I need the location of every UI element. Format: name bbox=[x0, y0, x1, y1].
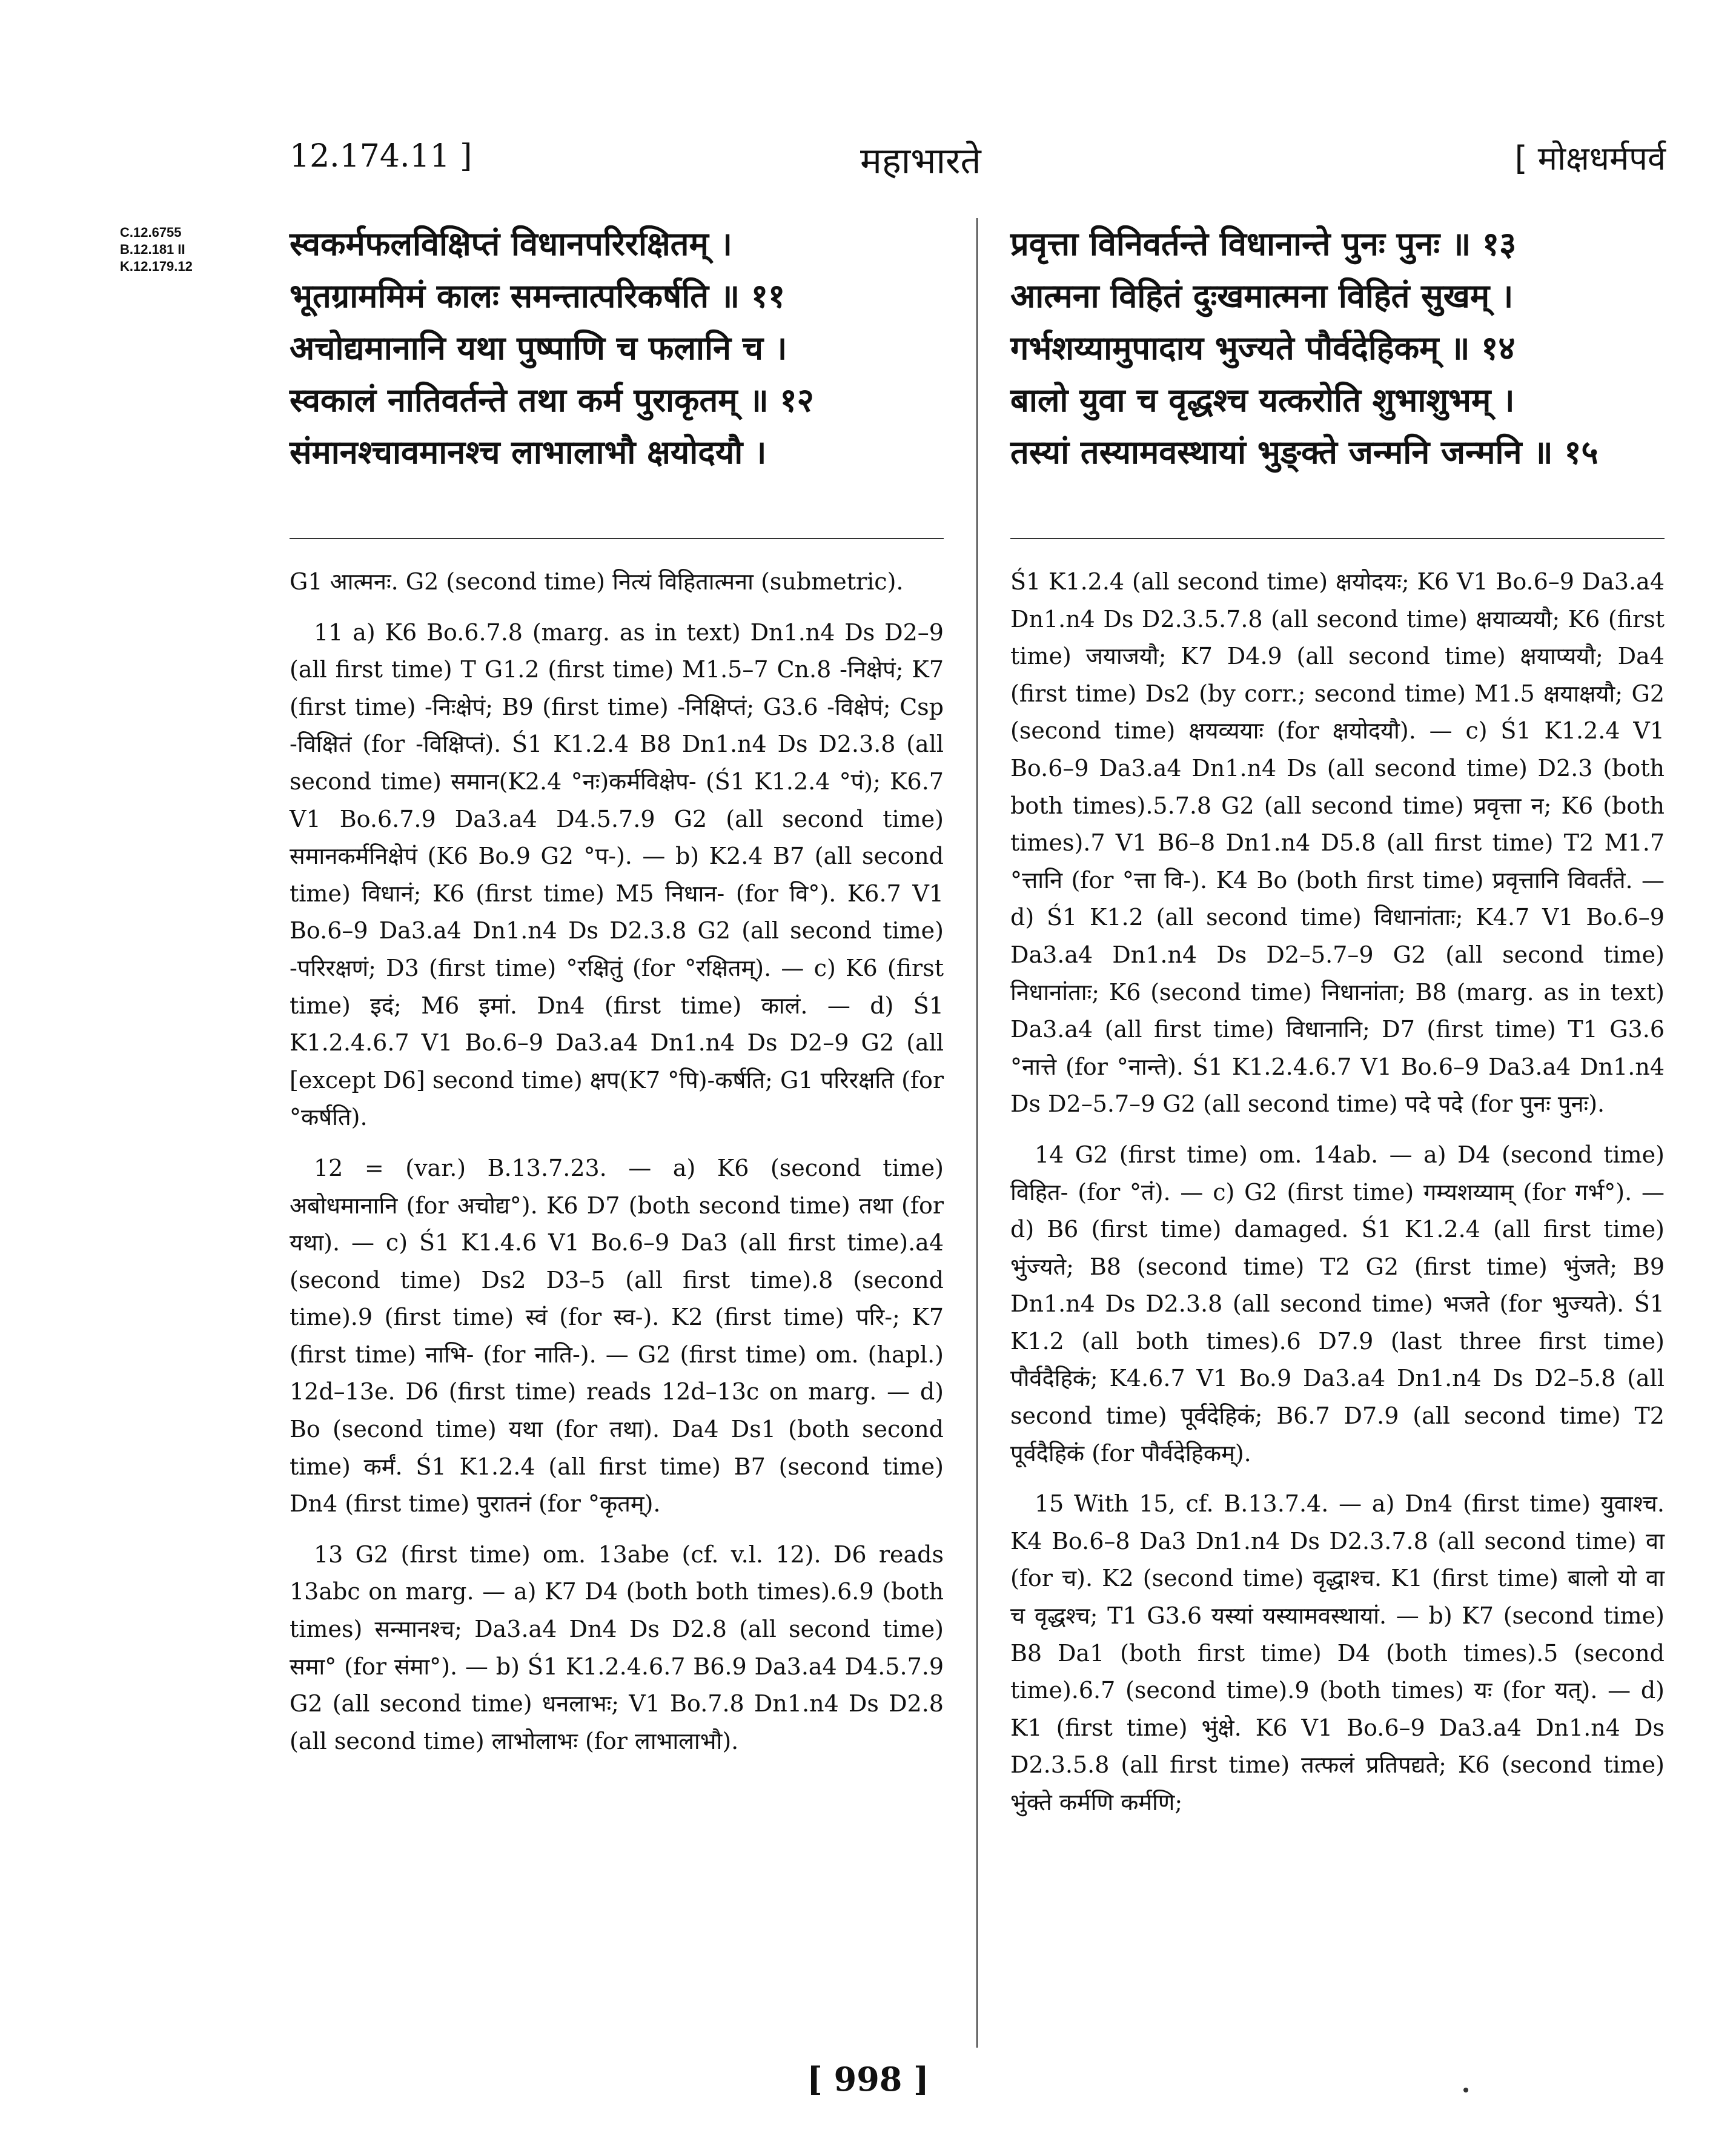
note-paragraph: 13 G2 (first time) om. 13abe (cf. v.l. 12). D6 reads 13abc on marg. — a) K7 D4 (both both times).6.9 (both times) सन्मानश्च; Da3.a4 Dn4 Ds D2.8 (all second time) समा° (for संमा°). — b) Ś1 K1.2.4.6.7 B6.9 Da3.a4 D4.5.7.9 G2 (all second time) धनलाभः; V1 Bo.7.8 Dn1.n4 Ds D2.8 (all second time) लाभोलाभः (for लाभालाभौ). bbox=[290, 1541, 944, 1754]
note-paragraph: 12 = (var.) B.13.7.23. — a) K6 (second time) अबोधमानानि (for अचोद्य°). K6 D7 (both second time) तथा (for यथा). — c) Ś1 K1.4.6 V1 Bo.6–9 Da3 (all first time).a4 (second time) Ds2 D3–5 (all first time).8 (second time).9 (first time) स्वं (for स्व-). K2 (first time) परि-; K7 (first time) नाभि- (for नाति-). — G2 (first time) om. (hapl.) 12d–13e. D6 (first time) reads 12d–13c on marg. — d) Bo (second time) यथा (for तथा). Da4 Ds1 (both second time) कर्मं. Ś1 K1.2.4 (all first time) B7 (second time) Dn4 (first time) पुरातनं (for °कृतम्). bbox=[290, 1154, 944, 1518]
verse-line: स्वकर्मफलविक्षिप्तं विधानपरिरक्षितम् । bbox=[290, 225, 733, 263]
verse-line: बालो युवा च वृद्धश्च यत्करोति शुभाशुभम् । bbox=[1010, 381, 1515, 419]
concordance-entry: K.12.179.12 bbox=[120, 259, 193, 274]
note-paragraph: Ś1 K1.2.4 (all second time) क्षयोदयः; K6 V1 Bo.6–9 Da3.a4 Dn1.n4 Ds D2.3.5.7.8 (all second time) क्षयाव्ययौ; K6 (first time) जयाजयौ; K7 D4.9 (all second time) क्षयाप्ययौ; Da4 (first time) Ds2 (by corr.; second time) M1.5 क्षयाक्षयौ; G2 (second time) क्षयव्ययाः (for क्षयोदयौ). — c) Ś1 K1.2.4 V1 Bo.6–9 Da3.a4 Dn1.n4 Ds (all second time) D2.3 (both both times).5.7.8 G2 (all second time) प्रवृत्ता न; K6 (both times).7 V1 B6–8 Dn1.n4 D5.8 (all first time) T2 M1.7 °त्तानि (for °त्ता वि-). K4 Bo (both first time) प्रवृत्तानि विवर्तंते. — d) Ś1 K1.2 (all second time) विधानांताः; K4.7 V1 Bo.6–9 Da3.a4 Dn1.n4 Ds D2–5.7–9 G2 (all second time) निधानांताः; K6 (second time) निधानांता; B8 (marg. as in text) Da3.a4 (all first time) विधानानि; D7 (first time) T1 G3.6 °नात्ते (for °नान्ते). Ś1 K1.2.4.6.7 V1 Bo.6–9 Da3.a4 Dn1.n4 Ds D2–5.7–9 G2 (all second time) पदे पदे (for पुनः पुनः). bbox=[1010, 568, 1665, 1118]
concordance-entry: C.12.6755 bbox=[120, 225, 182, 240]
critical-notes-left bbox=[290, 563, 944, 1773]
print-speck bbox=[1463, 2088, 1468, 2092]
verse-line: प्रवृत्ता विनिवर्तन्ते विधानान्ते पुनः पुनः ॥ १३ bbox=[1010, 225, 1517, 263]
note-paragraph: 11 a) K6 Bo.6.7.8 (marg. as in text) Dn1.n4 Ds D2–9 (all first time) T G1.2 (first time) M1.5–7 Cn.8 -निक्षेपं; K7 (first time) -निःक्षेपं; B9 (first time) -निक्षिप्तं; G3.6 -विक्षेपं; Csp -विक्षितं (for -विक्षिप्तं). Ś1 K1.2.4 B8 Dn1.n4 Ds D2.3.8 (all second time) समान(K2.4 °नः)कर्मविक्षेप- (Ś1 K1.2.4 °पं); K6.7 V1 Bo.6.7.9 Da3.a4 D4.5.7.9 G2 (all second time) समानकर्मनिक्षेपं (K6 Bo.9 G2 °प-). — b) K2.4 B7 (all second time) विधानं; K6 (first time) M5 निधान- (for वि°). K6.7 V1 Bo.6–9 Da3.a4 Dn1.n4 Ds D2.3.8 G2 (all second time) -परिरक्षणं; D3 (first time) °रक्षितुं (for °रक्षितम्). — c) K6 (first time) इदं; M6 इमां. Dn4 (first time) कालं. — d) Ś1 K1.2.4.6.7 V1 Bo.6–9 Da3.a4 Dn1.n4 Ds D2–9 G2 (all [except D6] second time) क्षप(K7 °पि)-कर्षति; G1 परिरक्षति (for °कर्षति). bbox=[290, 619, 944, 1131]
verse-line: भूतग्राममिमं कालः समन्तात्परिकर्षति ॥ ११ bbox=[290, 277, 786, 315]
verse-column-right bbox=[1010, 218, 1671, 479]
rule-left bbox=[290, 538, 944, 539]
concordance-entry: B.12.181 II bbox=[120, 242, 185, 257]
rule-right bbox=[1010, 538, 1665, 539]
critical-notes-right bbox=[1010, 563, 1665, 1835]
verse-line: गर्भशय्यामुपादाय भुज्यते पौर्वदेहिकम् ॥ १४ bbox=[1010, 329, 1516, 367]
page-reference: 12.174.11 ] bbox=[290, 138, 472, 174]
verse-column-left bbox=[290, 218, 950, 479]
verse-line: संमानश्चावमानश्च लाभालाभौ क्षयोदयौ । bbox=[290, 433, 767, 471]
note-paragraph: 14 G2 (first time) om. 14ab. — a) D4 (second time) विहित- (for °तं). — c) G2 (first time) गम्यशय्याम् (for गर्भ°). — d) B6 (first time) damaged. Ś1 K1.2.4 (all first time) भुंज्यते; B8 (second time) T2 G2 (first time) भुंजते; B9 Dn1.n4 Ds D2.3.8 (all second time) भजते (for भुज्यते). Ś1 K1.2 (all both times).6 D7.9 (last three first time) पौर्वदैहिकं; K4.6.7 V1 Bo.9 Da3.a4 Dn1.n4 Ds D2–5.8 (all second time) पूर्वदेहिकं; B6.7 D7.9 (all second time) T2 पूर्वदैहिकं (for पौर्वदेहिकम्). bbox=[1010, 1141, 1665, 1467]
verse-line: अचोद्यमानानि यथा पुष्पाणि च फलानि च । bbox=[290, 329, 787, 367]
column-divider bbox=[976, 218, 978, 2048]
section-title: [ मोक्षधर्मपर्व bbox=[1514, 139, 1666, 178]
note-paragraph: G1 आत्मनः. G2 (second time) नित्यं विहितात्मना (submetric). bbox=[290, 568, 904, 595]
running-title: महाभारते bbox=[860, 140, 981, 182]
page-number: [ 998 ] bbox=[807, 2060, 929, 2099]
verse-line: स्वकालं नातिवर्तन्ते तथा कर्म पुराकृतम् ॥ १२ bbox=[290, 381, 814, 419]
note-paragraph: 15 With 15, cf. B.13.7.4. — a) Dn4 (first time) युवाश्च. K4 Bo.6–8 Da3 Dn1.n4 Ds D2.3.7.8 (all second time) वा (for च). K2 (second time) वृद्धाश्च. K1 (first time) बालो यो वा च वृद्धश्च; T1 G3.6 यस्यां यस्यामवस्थायां. — b) K7 (second time) B8 Da1 (both first time) D4 (both times).5 (second time).6.7 (second time).9 (both times) यः (for यत्). — d) K1 (first time) भुंक्षे. K6 V1 Bo.6–9 Da3.a4 Dn1.n4 Ds D2.3.5.8 (all first time) तत्फलं प्रतिपद्यते; K6 (second time) भुंक्ते कर्मणि कर्मणि; bbox=[1010, 1490, 1665, 1816]
concordance bbox=[120, 224, 193, 275]
verse-line: तस्यां तस्यामवस्थायां भुङ्क्ते जन्मनि जन्मनि ॥ १५ bbox=[1010, 433, 1599, 471]
verse-line: आत्मना विहितं दुःखमात्मना विहितं सुखम् । bbox=[1010, 277, 1514, 315]
